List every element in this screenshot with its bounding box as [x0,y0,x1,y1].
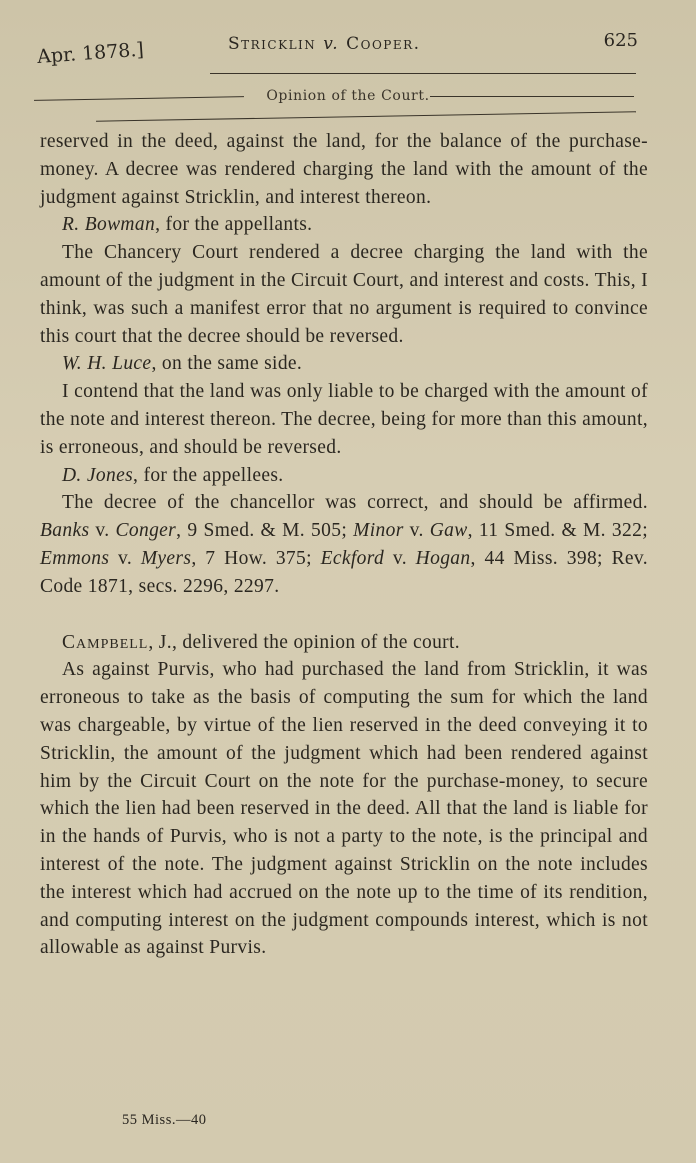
text-run: , on the same side. [151,353,303,375]
text-run: , 9 Smed. & M. 505; [176,520,354,542]
section-heading: Opinion of the Court. [266,88,430,104]
paragraph-p8 [40,629,648,657]
text-run: I contend that the land was only liable to be charged with the amount of the note and interest thereon. The decree, being for more than this amount, is erroneous, and should be reversed. [40,381,648,458]
paragraph-p3 [40,239,648,350]
paragraph-p2 [40,211,648,239]
italic-run: Hogan [415,547,471,569]
paragraph-p9 [40,656,648,962]
text-run: v. [109,547,141,569]
paragraph-p1 [40,128,648,211]
italic-run: Minor [353,520,404,542]
header-case-title [228,34,421,54]
paragraph-p7 [40,489,648,600]
header-rule [210,73,636,74]
italic-run: Myers [140,547,192,569]
text-run: , 11 Smed. & M. 322; [467,520,648,542]
italic-run: R. Bowman [62,214,156,236]
paragraph-p5 [40,378,648,461]
italic-run: Gaw [429,520,468,542]
text-run: The decree of the chancellor was correct, and should be affirmed. [62,492,648,514]
text-run: , 44 Miss. 398; Rev. Code 1871, secs. 2296, 2297. [40,547,648,597]
text-run: , 7 How. 375; [191,547,321,569]
text-run: reserved in the deed, against the land, for the balance of the purchase-money. A decree was rendered charging the land with the amount of the judgment against Stricklin, and interest thereon. [40,131,648,208]
header-case-versus: v. [323,34,340,54]
text-run: As against Purvis, who had purchased the land from Stricklin, it was erroneous to take as the basis of computing the sum for which the land was chargeable, by virtue of the lien reserved in the deed conveying it to Stricklin, the amount of the judgment which had been rendered against him by the Circuit Court on the note for the purchase-money, to secure which the lien had been reserved in the deed. All that the land is liable for in the hands of Purvis, who is not a party to the note, is the principal and interest of the note. The judgment against Stricklin on the note includes the interest which had accrued on the note up to the time of its rendition, and computing interest on the judgment compounds interest, which is not allowable as against Purvis. [40,659,648,959]
text-run: v. [403,520,430,542]
paragraph-p4 [40,350,648,378]
italic-run: Eckford [320,547,385,569]
text-run: v. [89,520,116,542]
italic-run: D. Jones [62,464,134,486]
signature-mark: 55 Miss.—40 [122,1112,207,1128]
header-case-name: Stricklin [228,34,317,54]
italic-run: W. H. Luce [62,353,152,375]
header-case-party: Cooper. [346,34,421,54]
text-run: The Chancery Court rendered a decree charging the land with the amount of the judgment in the Circuit Court, and interest and costs. This, I think, was such a manifest error that no argument is required to convince this court that the decree should be reversed. [40,242,648,347]
header-date: Apr. 1878.] [36,38,145,68]
section-rule-bottom [96,111,636,121]
text-run: , for the appellees. [133,464,284,486]
text-run: v. [384,547,416,569]
text-run: , J., delivered the opinion of the court. [148,631,461,653]
italic-run: Emmons [40,547,110,569]
italic-run: Conger [115,520,177,542]
opinion-body [40,128,648,962]
text-run: , for the appellants. [155,214,313,236]
running-head [0,28,696,68]
paragraph-p6 [40,462,648,490]
page-number: 625 [603,30,638,51]
small-caps-run: Campbell [62,631,149,653]
italic-run: Banks [40,520,90,542]
paragraph-gap [40,601,648,629]
